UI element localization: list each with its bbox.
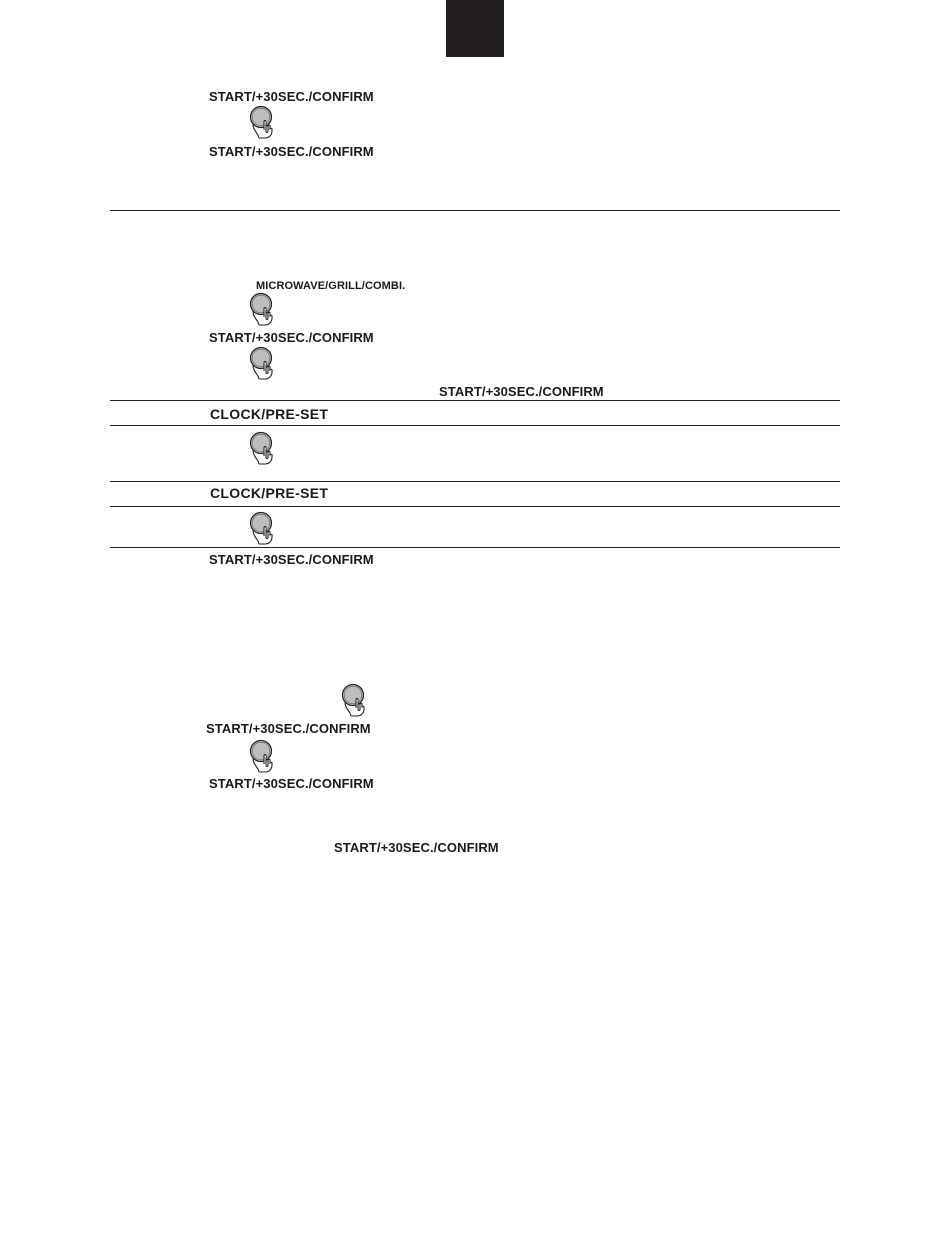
- table-rule: [110, 547, 840, 548]
- rotary-knob-hand-icon: [248, 345, 278, 381]
- table-rule: [110, 400, 840, 401]
- table-rule: [110, 481, 840, 482]
- rotary-knob-hand-icon: [248, 291, 278, 327]
- start-confirm-label: START/+30SEC./CONFIRM: [209, 144, 374, 159]
- section-divider: [110, 210, 840, 211]
- table-rule: [110, 425, 840, 426]
- clock-preset-label: CLOCK/PRE-SET: [210, 406, 329, 422]
- rotary-knob-hand-icon: [248, 738, 278, 774]
- start-confirm-label: START/+30SEC./CONFIRM: [206, 721, 371, 736]
- clock-preset-label: CLOCK/PRE-SET: [210, 485, 329, 501]
- mode-label: MICROWAVE/GRILL/COMBI.: [256, 280, 406, 292]
- start-confirm-label: START/+30SEC./CONFIRM: [209, 330, 374, 345]
- start-confirm-label: START/+30SEC./CONFIRM: [439, 384, 604, 399]
- rotary-knob-hand-icon: [248, 104, 278, 140]
- page-tab-marker: [446, 0, 504, 57]
- rotary-knob-hand-icon: [248, 430, 278, 466]
- start-confirm-label: START/+30SEC./CONFIRM: [209, 776, 374, 791]
- rotary-knob-hand-icon: [248, 510, 278, 546]
- start-confirm-label: START/+30SEC./CONFIRM: [334, 840, 499, 855]
- rotary-knob-hand-icon: [340, 682, 370, 718]
- start-confirm-label: START/+30SEC./CONFIRM: [209, 89, 374, 104]
- start-confirm-label: START/+30SEC./CONFIRM: [209, 552, 374, 567]
- table-rule: [110, 506, 840, 507]
